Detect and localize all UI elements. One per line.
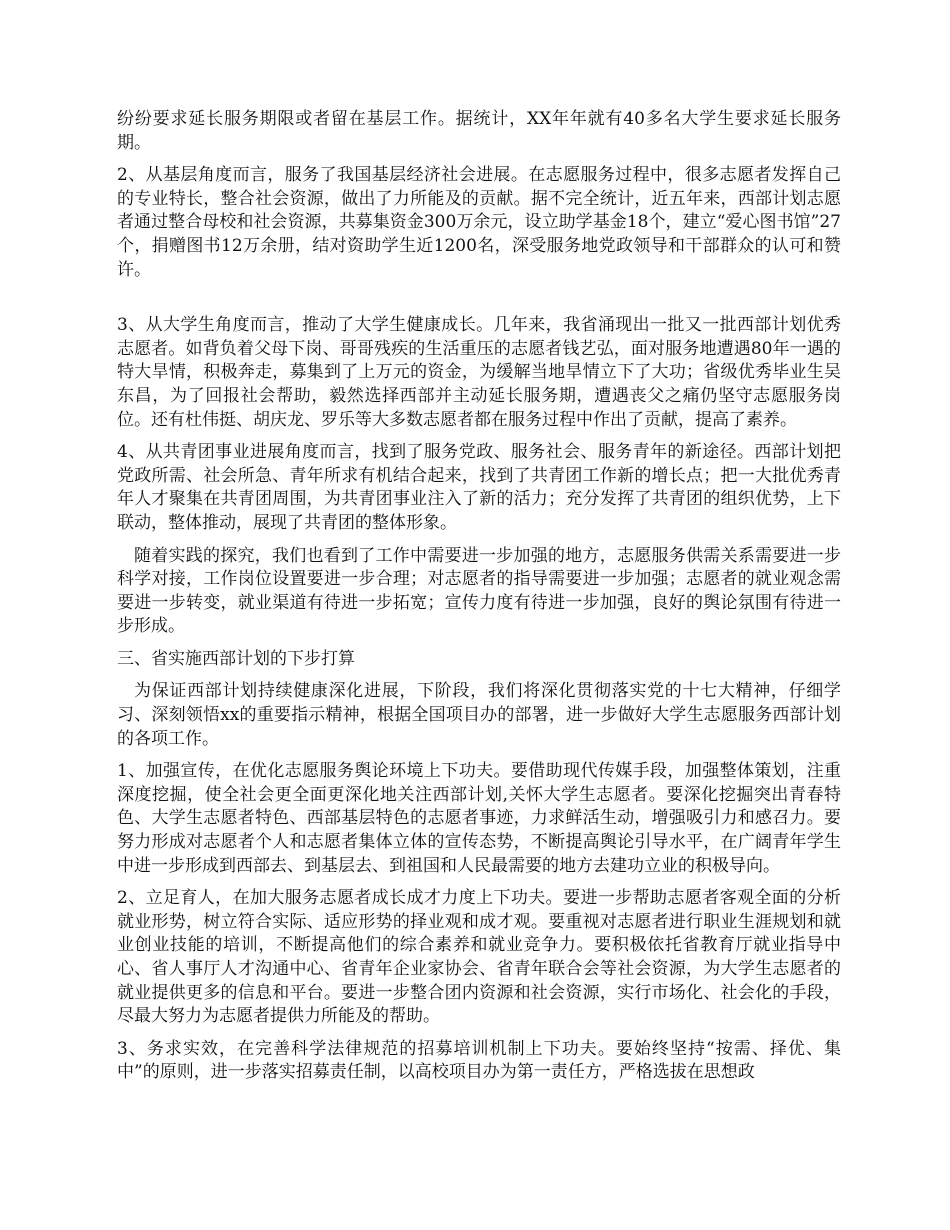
document-page — [117, 108, 841, 1094]
section-heading: 三、省实施西部计划的下步打算 — [117, 648, 355, 669]
paragraph-youth-league: 4、从共青团事业进展角度而言，找到了服务党政、服务社会、服务青年的新途径。西部计划把党政所需、社会所急、青年所求有机结合起来，找到了共青团工作新的增长点；把一大批优秀青年人才聚集在共青团周围，为共青团事业注入了新的活力；充分发挥了共青团的组织优势，上下联动，整体推动，展现了共青团的整体形象。 — [117, 442, 841, 533]
paragraph-continuation: 纷纷要求延长服务期限或者留在基层工作。据统计，XX年年就有40多名大学生要求延长服务期。 — [117, 109, 841, 153]
paragraph-grassroots: 2、从基层角度而言，服务了我国基层经济社会进展。在志愿服务过程中，很多志愿者发挥自己的专业特长，整合社会资源，做出了力所能及的贡献。据不完全统计，近五年来，西部计划志愿者通过整合母校和社会资源，共募集资金300万余元，设立助学基金18个，建立“爱心图书馆”27个，捐赠图书12万余册，结对资助学生近1200名，深受服务地党政领导和干部群众的认可和赞许。 — [117, 165, 841, 280]
paragraph-recruitment: 3、务求实效，在完善科学法律规范的招募培训机制上下功夫。要始终坚持“按需、择优、集中”的原则，进一步落实招募责任制，以高校项目办为第一责任方，严格选拔在思想政 — [117, 1038, 841, 1083]
paragraph-education: 2、立足育人，在加大服务志愿者成长成才力度上下功夫。要进一步帮助志愿者客观全面的分析就业形势，树立符合实际、适应形势的择业观和成才观。要重视对志愿者进行职业生涯规划和就业创业技能的培训，不断提高他们的综合素养和就业竞争力。要积极依托省教育厅就业指导中心、省人事厅人才沟通中心、省青年企业家协会、省青年联合会等社会资源，为大学生志愿者的就业提供更多的信息和平台。要进一步整合团内资源和社会资源，实行市场化、社会化的手段，尽最大努力为志愿者提供力所能及的帮助。 — [117, 888, 841, 1027]
paragraph-issues: 随着实践的探究，我们也看到了工作中需要进一步加强的地方，志愿服务供需关系需要进一步科学对接，工作岗位设置要进一步合理；对志愿者的指导需要进一步加强；志愿者的就业观念需要进一步转变，就业渠道有待进一步拓宽；宣传力度有待进一步加强，良好的舆论氛围有待进一步形成。 — [117, 545, 841, 637]
paragraph-publicity: 1、加强宣传，在优化志愿服务舆论环境上下功夫。要借助现代传媒手段，加强整体策划，注重深度挖掘，使全社会更全面更深化地关注西部计划,关怀大学生志愿者。要深化挖掘突出青春特色、大学生志愿者特色、西部基层特色的志愿者事迹，力求鲜活生动，增强吸引力和感召力。要努力形成对志愿者个人和志愿者集体立体的宣传态势，不断提高舆论引导水平，在广阔青年学生中进一步形成到西部去、到基层去、到祖国和人民最需要的地方去建功立业的积极导向。 — [117, 761, 841, 876]
paragraph-next-steps-intro: 为保证西部计划持续健康深化进展，下阶段，我们将深化贯彻落实党的十七大精神，仔细学习、深刻领悟xx的重要指示精神，根据全国项目办的部署，进一步做好大学生志愿服务西部计划的各项工作。 — [117, 681, 841, 749]
paragraph-students: 3、从大学生角度而言，推动了大学生健康成长。几年来，我省涌现出一批又一批西部计划优秀志愿者。如背负着父母下岗、哥哥残疾的生活重压的志愿者钱艺弘，面对服务地遭遇80年一遇的特大旱情，积极奔走，募集到了上万元的资金，为缓解当地旱情立下了大功；省级优秀毕业生吴东昌，为了回报社会帮助，毅然选择西部并主动延长服务期，遭遇丧父之痛仍坚守志愿服务岗位。还有杜伟挺、胡庆龙、罗乐等大多数志愿者都在服务过程中作出了贡献，提高了素养。 — [117, 315, 841, 430]
